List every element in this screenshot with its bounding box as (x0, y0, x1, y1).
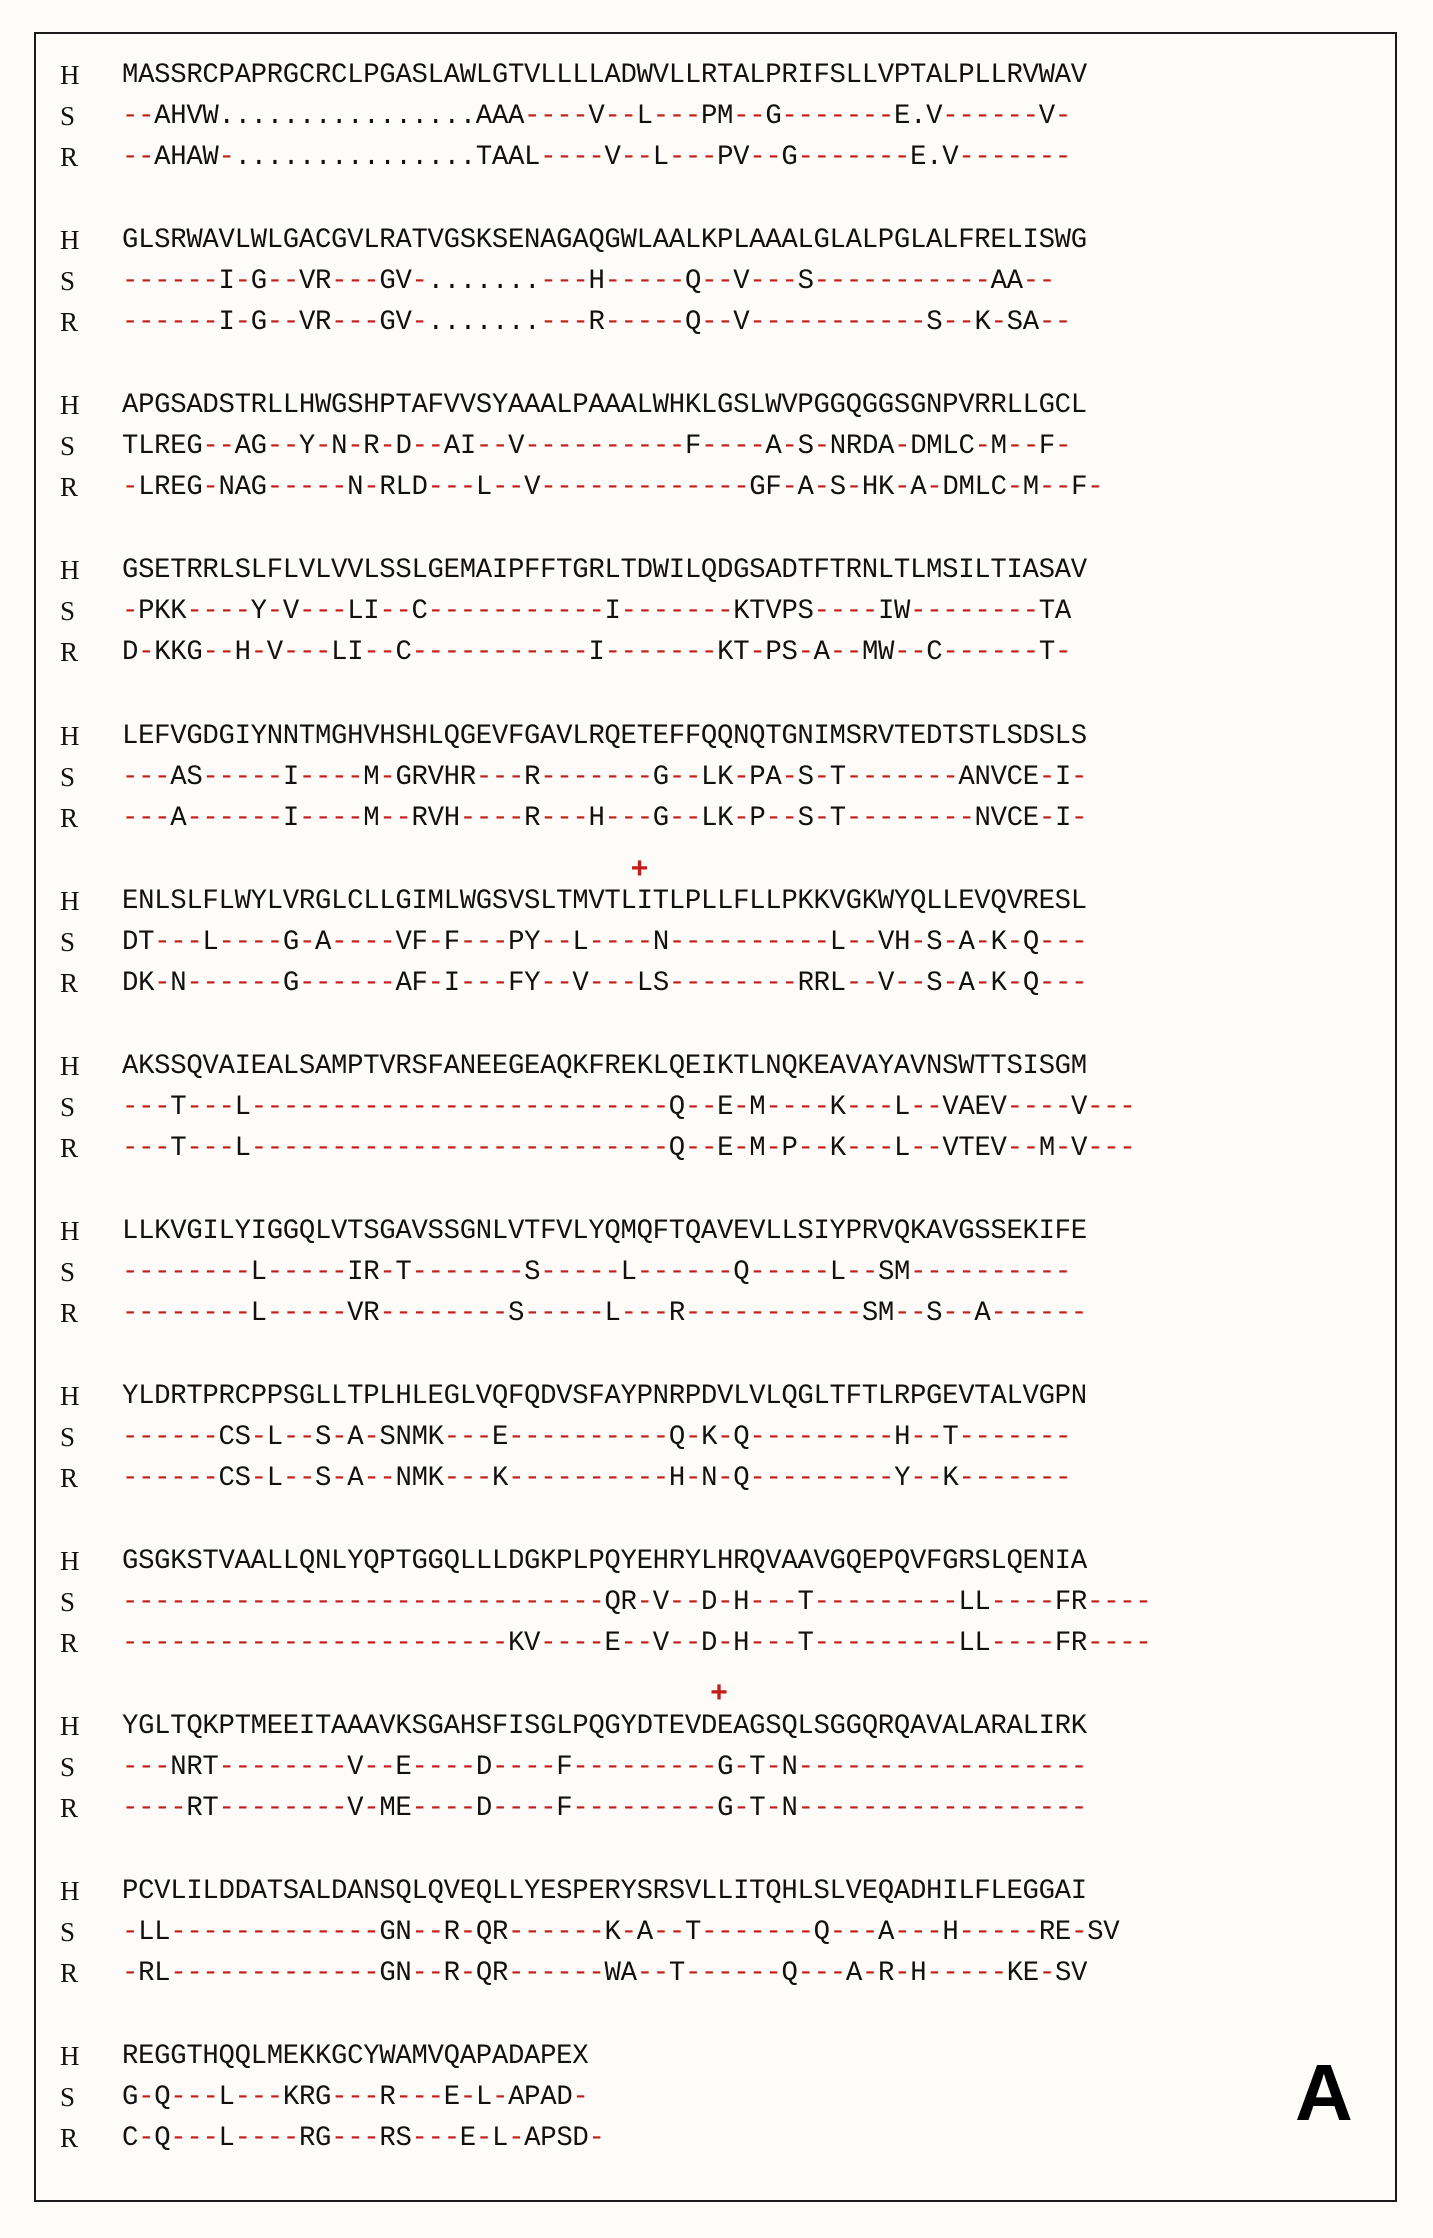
species-label: H (60, 1381, 80, 1411)
species-label: R (60, 1958, 79, 1988)
alignment-row (60, 1376, 1380, 1417)
sequence-text: YGLTQKPTMEEITAAAVKSGAHSFISGLPQGYDTEVDEAGSQLSGGQRQAVALARALIRK (122, 1711, 1087, 1742)
sequence-text: GSGKSTVAALLQNLYQPTGGQLLLDGKPLPQYEHRYLHRQVAAVGQEPQVFGRSLQENIA (122, 1546, 1087, 1577)
alignment-row (60, 1541, 1380, 1582)
species-label: H (60, 721, 80, 751)
species-label: H (60, 1876, 80, 1906)
alignment-row (60, 1417, 1380, 1458)
sequence-text: MASSRCPAPRGCRCLPGASLAWLGTVLLLLADWVLLRTALPRIFSLLVPTALPLLRVWAV (122, 60, 1087, 91)
sequence-text: -PKK----Y-V---LI--C-----------I-------KTVPS----IW--------TA (122, 596, 1071, 627)
species-label: S (60, 266, 76, 296)
species-label: S (60, 431, 76, 461)
species-label: H (60, 225, 80, 255)
alignment-block (60, 2036, 1380, 2159)
sequence-text: LLKVGILYIGGQLVTSGAVSSGNLVTFVLYQMQFTQAVEVLLSIYPRVQKAVGSSEKIFE (122, 1216, 1087, 1247)
species-label: R (60, 803, 79, 833)
alignment-row (60, 2077, 1380, 2118)
sequence-text: GSETRRLSLFLVLVVLSSLGEMAIPFFTGRLTDWILQDGSADTFTRNLTLMSILTIASAV (122, 555, 1087, 586)
plus-marker: + (710, 1676, 728, 1709)
species-label: R (60, 968, 79, 998)
species-label: H (60, 1051, 80, 1081)
alignment-row (60, 1623, 1380, 1664)
alignment-block (60, 1376, 1380, 1499)
species-label: H (60, 60, 80, 90)
alignment-block (60, 220, 1380, 343)
sequence-text: --AHVW................AAA----V--L---PM--G-------E.V------V- (122, 101, 1071, 132)
species-label: H (60, 886, 80, 916)
sequence-text: D-KKG--H-V---LI--C-----------I-------KT-PS-A--MW--C------T- (122, 637, 1072, 668)
sequence-text: --------L-----VR--------S-----L---R-----------SM--S--A------ (122, 1298, 1088, 1329)
species-label: H (60, 1216, 80, 1246)
alignment-row (60, 1582, 1380, 1623)
sequence-text: ------------------------KV----E--V--D-H---T---------LL----FR---- (122, 1628, 1152, 1659)
sequence-text: ---T---L--------------------------Q--E-M-P--K---L--VTEV--M-V--- (122, 1133, 1136, 1164)
alignment-row (60, 1871, 1380, 1912)
alignment-row (60, 426, 1380, 467)
sequence-text: REGGTHQQLMEKKGCYWAMVQAPADAPEX (122, 2041, 589, 2072)
species-label: S (60, 927, 76, 957)
species-label: R (60, 637, 79, 667)
species-label: H (60, 555, 80, 585)
species-label: R (60, 1298, 79, 1328)
alignment-row (60, 716, 1380, 757)
species-label: S (60, 1587, 76, 1617)
alignment-block (60, 1706, 1380, 1829)
sequence-text: ------------------------------QR-V--D-H---T---------LL----FR---- (122, 1587, 1152, 1618)
sequence-text: G-Q---L---KRG---R---E-L-APAD- (122, 2082, 589, 2113)
sequence-text: ---T---L--------------------------Q--E-M----K---L--VAEV----V--- (122, 1092, 1136, 1123)
species-label: R (60, 1463, 79, 1493)
sequence-text: ---A------I----M--RVH----R---H---G--LK-P--S-T--------NVCE-I- (122, 803, 1088, 834)
sequence-text: C-Q---L----RG---RS---E-L-APSD- (122, 2123, 605, 2154)
alignment-row (60, 261, 1380, 302)
species-label: S (60, 1092, 76, 1122)
species-label: S (60, 762, 76, 792)
alignment-row (60, 55, 1380, 96)
species-label: H (60, 1711, 80, 1741)
alignment-row (60, 963, 1380, 1004)
species-label: R (60, 142, 79, 172)
sequence-text: DT---L----G-A----VF-F---PY--L----N----------L--VH-S-A-K-Q--- (122, 927, 1088, 958)
species-label: H (60, 390, 80, 420)
alignment-row (60, 1211, 1380, 1252)
alignment-row (60, 96, 1380, 137)
species-label: R (60, 1628, 79, 1658)
alignment-block (60, 1046, 1380, 1169)
alignment-row (60, 220, 1380, 261)
sequence-text: ---NRT--------V--E----D----F---------G-T-N------------------ (122, 1752, 1088, 1783)
sequence-text: ------I-G--VR---GV-.......---H-----Q--V---S-----------AA-- (122, 266, 1055, 297)
alignment-row (60, 385, 1380, 426)
sequence-text: GLSRWAVLWLGACGVLRATVGSKSENAGAQGWLAALKPLAAALGLALPGLALFRELISWG (122, 225, 1087, 256)
species-label: R (60, 307, 79, 337)
species-label: H (60, 2041, 80, 2071)
alignment-row (60, 1293, 1380, 1334)
alignment-block (60, 550, 1380, 673)
species-label: S (60, 1752, 76, 1782)
alignment-block (60, 1541, 1380, 1664)
alignment-row (60, 2036, 1380, 2077)
alignment-row (60, 302, 1380, 343)
alignment-row (60, 922, 1380, 963)
alignment-row (60, 632, 1380, 673)
sequence-text: ----RT--------V-ME----D----F---------G-T-N------------------ (122, 1793, 1088, 1824)
alignment-row (60, 881, 1380, 922)
alignment-row (60, 1046, 1380, 1087)
sequence-text: ------CS-L--S-A-SNMK---E----------Q-K-Q---------H--T------- (122, 1422, 1072, 1453)
sequence-text: ------CS-L--S-A--NMK---K----------H-N-Q---------Y--K------- (122, 1463, 1072, 1494)
alignment-row (60, 1953, 1380, 1994)
sequence-text: -LREG-NAG-----N-RLD---L--V-------------GF-A-S-HK-A-DMLC-M--F- (122, 472, 1104, 503)
species-label: H (60, 1546, 80, 1576)
sequence-text: APGSADSTRLLHWGSHPTAFVVSYAAALPAAALWHKLGSLWVPGGQGGSGNPVRRLLGCL (122, 390, 1087, 421)
panel-label: A (1295, 2048, 1353, 2137)
alignment-row (60, 1788, 1380, 1829)
sequence-text: LEFVGDGIYNNTMGHVHSHLQGEVFGAVLRQETEFFQQNQTGNIMSRVTEDTSTLSDSLS (122, 721, 1087, 752)
species-label: S (60, 1257, 76, 1287)
alignment-row (60, 1128, 1380, 1169)
sequence-text: -LL-------------GN--R-QR------K-A--T-------Q---A---H-----RE-SV (122, 1917, 1120, 1948)
sequence-text: --AHAW-...............TAAL----V--L---PV--G-------E.V------- (122, 142, 1071, 173)
alignment-row (60, 467, 1380, 508)
sequence-text: --------L-----IR-T-------S-----L------Q-----L--SM---------- (122, 1257, 1071, 1288)
alignment-row (60, 798, 1380, 839)
species-label: R (60, 472, 79, 502)
alignment-block (60, 385, 1380, 508)
alignment-row (60, 1706, 1380, 1747)
alignment-row (60, 1912, 1380, 1953)
species-label: S (60, 2082, 76, 2112)
alignment-row (60, 137, 1380, 178)
species-label: R (60, 2123, 79, 2153)
alignment-block (60, 1211, 1380, 1334)
sequence-text: ------I-G--VR---GV-.......---R-----Q--V-----------S--K-SA-- (122, 307, 1072, 338)
alignment-block (60, 881, 1380, 1004)
plus-marker: + (630, 852, 649, 885)
alignment-row (60, 1252, 1380, 1293)
species-label: S (60, 101, 76, 131)
alignment-row (60, 591, 1380, 632)
sequence-text: ---AS-----I----M-GRVHR---R-------G--LK-PA-S-T-------ANVCE-I- (122, 762, 1088, 793)
alignment-block (60, 1871, 1380, 1994)
alignment-block (60, 55, 1380, 178)
alignment-block (60, 716, 1380, 839)
sequence-text: ENLSLFLWYLVRGLCLLGIMLWGSVSLTMVTLITLPLLFLLPKKVGKWYQLLEVQVRESL (122, 886, 1087, 917)
species-label: S (60, 1422, 76, 1452)
alignment-row (60, 550, 1380, 591)
sequence-text: YLDRTPRCPPSGLLTPLHLEGLVQFQDVSFAYPNRPDVLVLQGLTFTLRPGEVTALVGPN (122, 1381, 1087, 1412)
species-label: R (60, 1133, 79, 1163)
alignment-row (60, 757, 1380, 798)
sequence-text: DK-N------G------AF-I---FY--V---LS--------RRL--V--S-A-K-Q--- (122, 968, 1088, 999)
alignment-row (60, 1087, 1380, 1128)
alignment-row (60, 2118, 1380, 2159)
sequence-text: -RL-------------GN--R-QR------WA--T------Q---A-R-H-----KE-SV (122, 1958, 1088, 1989)
sequence-text: TLREG--AG--Y-N-R-D--AI--V----------F----A-S-NRDA-DMLC-M--F- (122, 431, 1072, 462)
species-label: R (60, 1793, 79, 1823)
sequence-text: PCVLILDDATSALDANSQLQVEQLLYESPERYSRSVLLITQHLSLVEQADHILFLEGGAI (122, 1876, 1087, 1907)
species-label: S (60, 1917, 76, 1947)
alignment-row (60, 1747, 1380, 1788)
species-label: S (60, 596, 76, 626)
sequence-text: AKSSQVAIEALSAMPTVRSFANEEGEAQKFREKLQEIKTLNQKEAVAYAVNSWTTSISGM (122, 1051, 1087, 1082)
alignment-row (60, 1458, 1380, 1499)
